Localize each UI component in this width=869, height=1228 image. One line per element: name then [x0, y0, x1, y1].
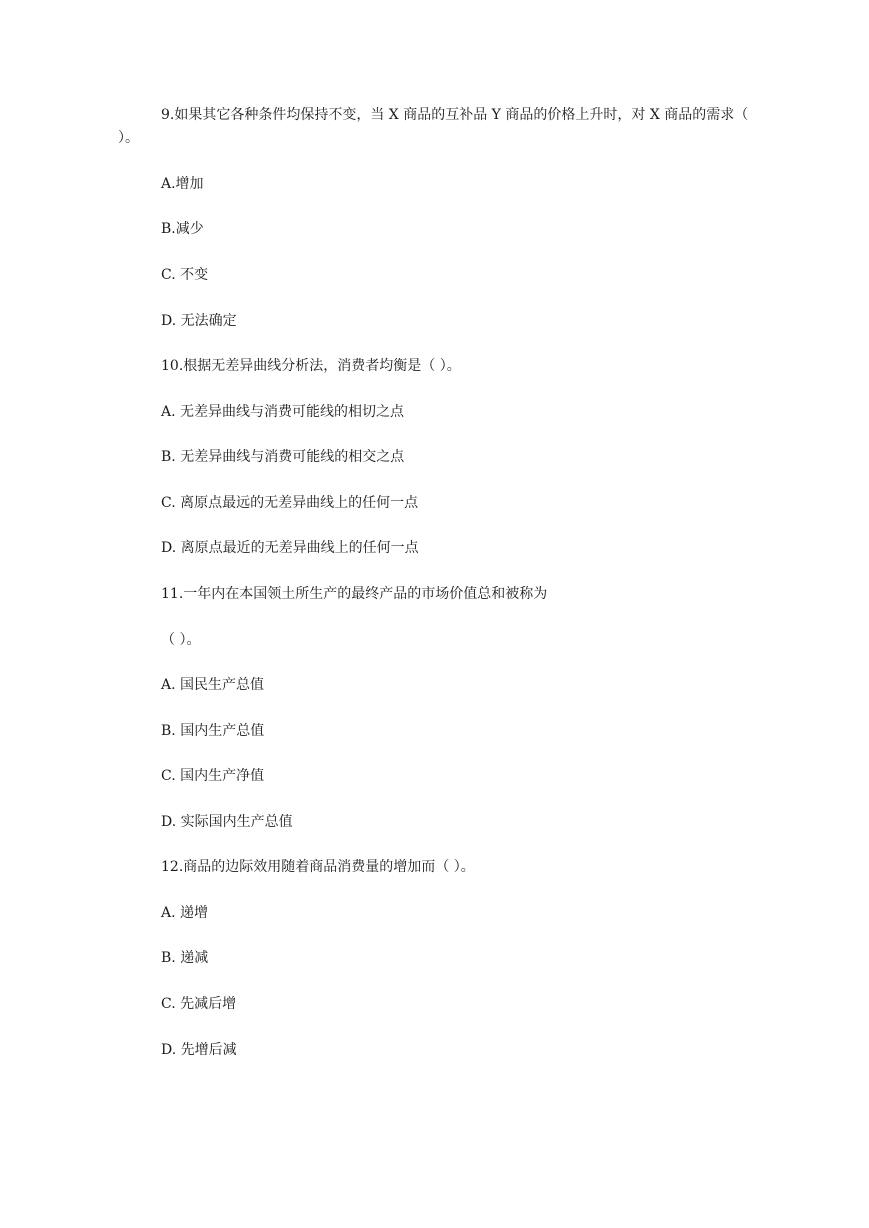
question-11-option-a: A. 国民生产总值	[161, 677, 265, 693]
question-9-option-b: B.减少	[161, 221, 204, 237]
question-9-option-a: A.增加	[161, 176, 204, 192]
question-10-option-a: A. 无差异曲线与消费可能线的相切之点	[161, 404, 405, 420]
question-11-stem-continuation: （ ）。	[161, 632, 201, 648]
question-11-option-d: D. 实际国内生产总值	[161, 814, 293, 830]
question-11-stem: 11.一年内在本国领土所生产的最终产品的市场价值总和被称为	[161, 586, 548, 602]
question-12-stem: 12.商品的边际效用随着商品消费量的增加而（ ）。	[161, 859, 475, 875]
question-9-option-d: D. 无法确定	[161, 313, 237, 329]
question-11-option-c: C. 国内生产净值	[161, 768, 265, 784]
question-10-option-d: D. 离原点最近的无差异曲线上的任何一点	[161, 540, 419, 556]
question-12-option-a: A. 递增	[161, 905, 209, 921]
question-10-stem: 10.根据无差异曲线分析法，消费者均衡是（ ）。	[161, 358, 461, 374]
question-9-stem: 9.如果其它各种条件均保持不变，当 X 商品的互补品 Y 商品的价格上升时，对 X 商品的需求（ ）。	[118, 107, 749, 146]
question-10-option-c: C. 离原点最远的无差异曲线上的任何一点	[161, 495, 419, 511]
question-12-option-b: B. 递减	[161, 950, 209, 966]
question-10-option-b: B. 无差异曲线与消费可能线的相交之点	[161, 449, 405, 465]
question-9-option-c: C. 不变	[161, 267, 209, 283]
question-12-option-c: C. 先减后增	[161, 996, 237, 1012]
question-11-option-b: B. 国内生产总值	[161, 723, 265, 739]
question-12-option-d: D. 先增后减	[161, 1042, 237, 1058]
